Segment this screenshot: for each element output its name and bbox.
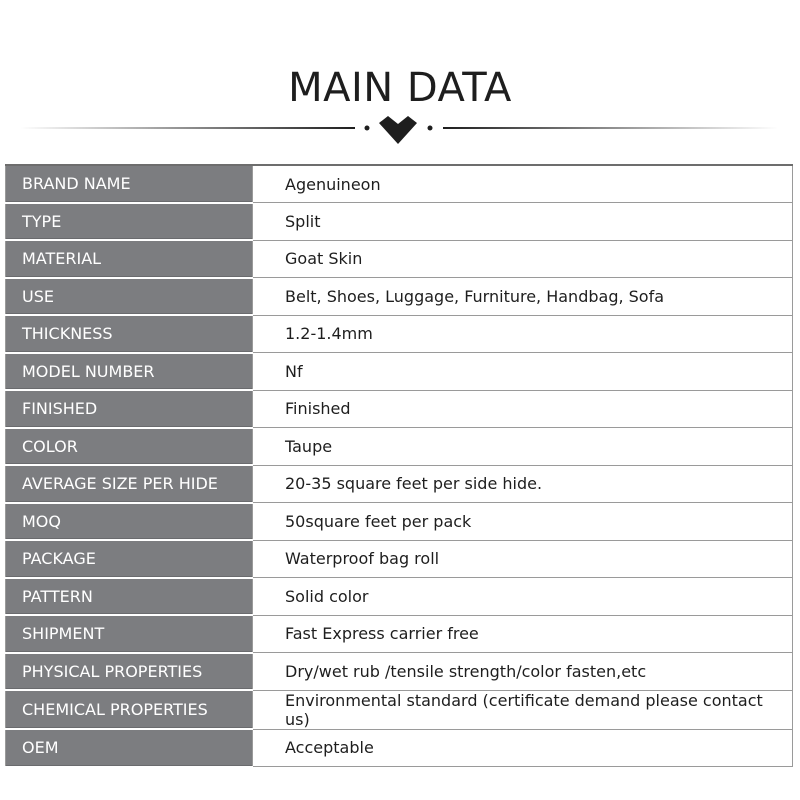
row-label: PATTERN — [6, 578, 253, 616]
row-value: Finished — [253, 390, 793, 428]
row-value: Goat Skin — [253, 240, 793, 278]
table-row — [6, 653, 793, 691]
row-label: PHYSICAL PROPERTIES — [6, 653, 253, 691]
table-row — [6, 540, 793, 578]
diamond-heart-divider-icon — [0, 108, 800, 148]
row-label: TYPE — [6, 203, 253, 241]
row-label: MOQ — [6, 503, 253, 541]
row-label: SHIPMENT — [6, 615, 253, 653]
table-row — [6, 240, 793, 278]
row-value: Acceptable — [253, 729, 793, 767]
row-value: Solid color — [253, 578, 793, 616]
row-label: MODEL NUMBER — [6, 353, 253, 391]
row-label: AVERAGE SIZE PER HIDE — [6, 465, 253, 503]
row-value: 20-35 square feet per side hide. — [253, 465, 793, 503]
table-row — [6, 690, 793, 729]
main-data-table — [5, 164, 793, 768]
row-label: MATERIAL — [6, 240, 253, 278]
table-row — [6, 390, 793, 428]
table-row — [6, 578, 793, 616]
table-row — [6, 353, 793, 391]
row-value: Taupe — [253, 428, 793, 466]
table-row — [6, 203, 793, 241]
table-row — [6, 503, 793, 541]
table-row — [6, 315, 793, 353]
row-value: Split — [253, 203, 793, 241]
row-value: Agenuineon — [253, 165, 793, 203]
row-label: THICKNESS — [6, 315, 253, 353]
row-label: PACKAGE — [6, 540, 253, 578]
table-row — [6, 278, 793, 316]
row-value: 1.2-1.4mm — [253, 315, 793, 353]
row-value: Belt, Shoes, Luggage, Furniture, Handbag, Sofa — [253, 278, 793, 316]
row-value: Dry/wet rub /tensile strength/color fasten,etc — [253, 653, 793, 691]
row-label: COLOR — [6, 428, 253, 466]
row-label: CHEMICAL PROPERTIES — [6, 690, 253, 729]
table-row — [6, 729, 793, 767]
row-value: Waterproof bag roll — [253, 540, 793, 578]
table-row — [6, 615, 793, 653]
row-label: BRAND NAME — [6, 165, 253, 203]
table-row — [6, 428, 793, 466]
row-label: FINISHED — [6, 390, 253, 428]
table-row — [6, 465, 793, 503]
page-title: MAIN DATA — [288, 64, 512, 111]
row-label: OEM — [6, 729, 253, 767]
row-value: Environmental standard (certificate demand please contact us) — [253, 690, 793, 729]
row-value: Nf — [253, 353, 793, 391]
table-row — [6, 165, 793, 203]
row-value: Fast Express carrier free — [253, 615, 793, 653]
row-value: 50square feet per pack — [253, 503, 793, 541]
row-label: USE — [6, 278, 253, 316]
